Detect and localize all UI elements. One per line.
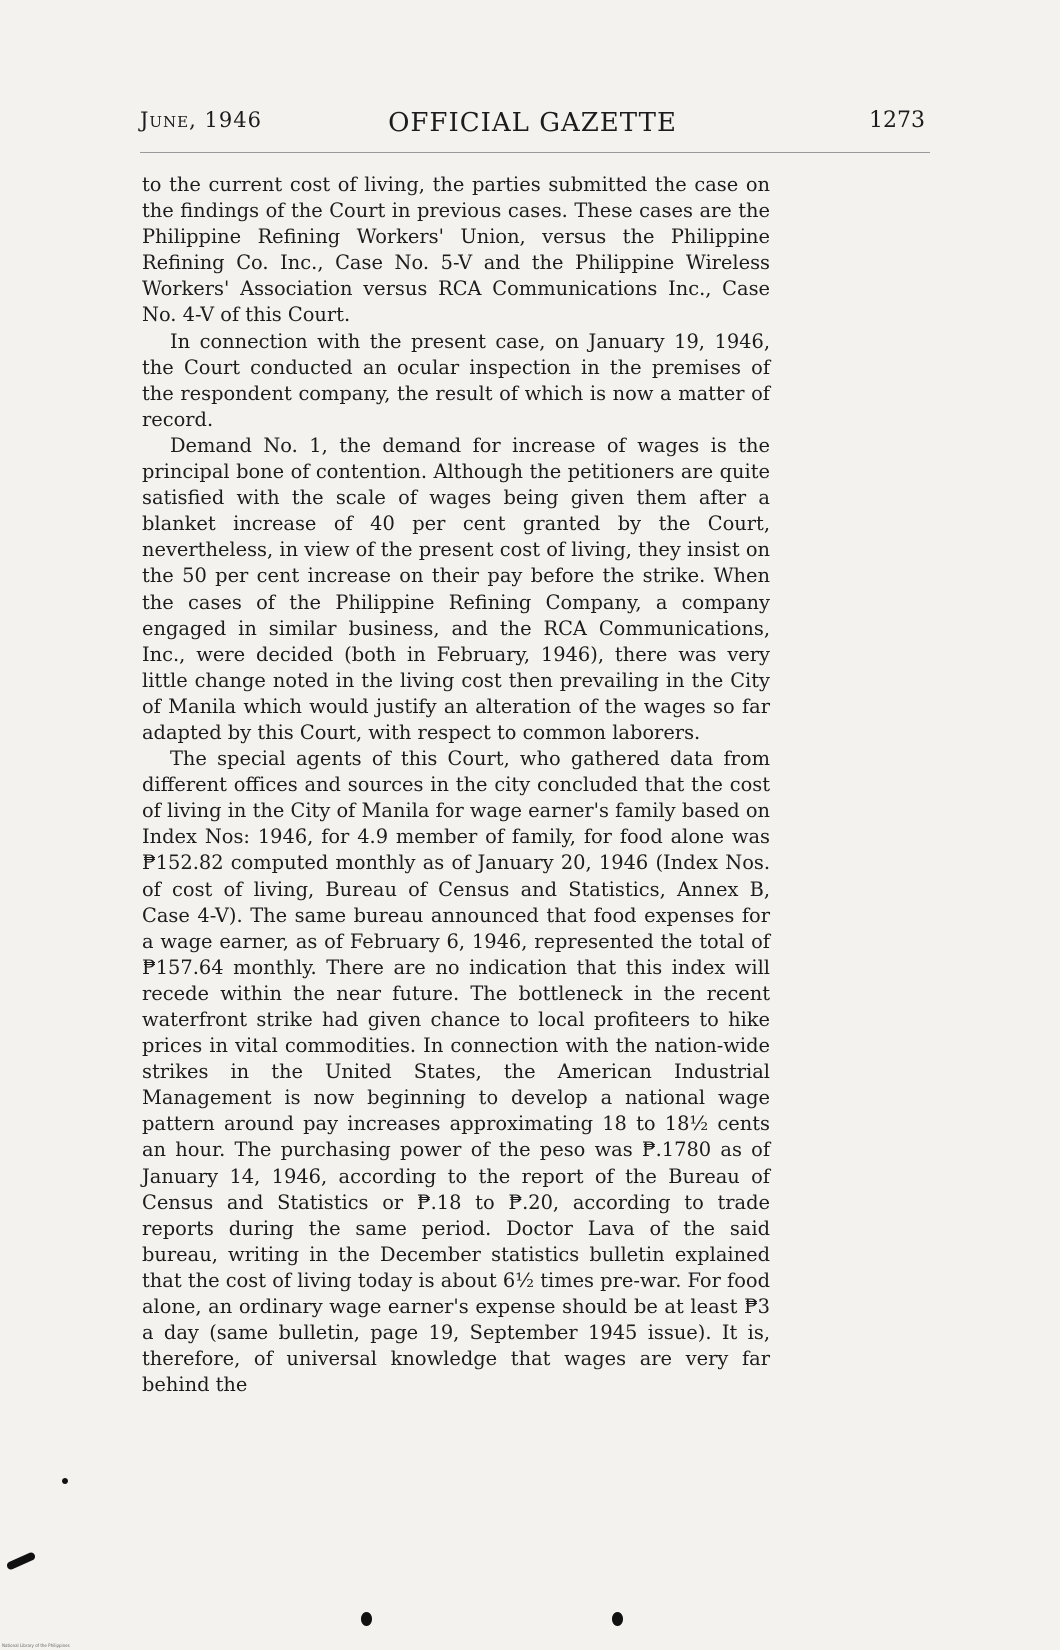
paragraph: The special agents of this Court, who gathered data from different offices and sources in the city concluded that the cost of living in the City of Manila for wage earner's family based on Index Nos: 1946, for 4.9 member of family, for food alone was ₱152.82 computed monthly as of January 20, 1946 (Index Nos. of cost of living, Bureau of Census and Statistics, Annex B, Case 4-V). The same bureau announced that food expenses for a wage earner, as of February 6, 1946, represented the total of ₱157.64 monthly. There are no indication that this index will recede within the near future. The bottleneck in the recent waterfront strike had given chance to local profiteers to hike prices in vital commodities. In connection with the nation-wide strikes in the United States, the American Industrial Management is now beginning to develop a national wage pattern around pay increases approximating 18 to 18½ cents an hour. The purchasing power of the peso was ₱.1780 as of January 14, 1946, according to the report of the Bureau of Census and Statistics or ₱.18 to ₱.20, according to trade reports during the same period. Doctor Lava of the said bureau, writing in the December statistics bulletin explained that the cost of living today is about 6½ times pre-war. For food alone, an ordinary wage earner's expense should be at least ₱3 a day (same bulletin, page 19, September 1945 issue). It is, therefore, of universal knowledge that wages are very far behind the [142, 747, 770, 1397]
header-date: June, 1946 [140, 108, 262, 132]
paragraph: In connection with the present case, on January 19, 1946, the Court conducted an ocular inspection in the premises of the respondent company, the result of which is now a matter of record. [142, 329, 770, 431]
body-text [142, 172, 770, 1398]
paragraph: to the current cost of living, the parties submitted the case on the findings of the Court in previous cases. These cases are the Philippine Refining Workers' Union, versus the Philippine Refining Co. Inc., Case No. 5-V and the Philippine Wireless Workers' Association versus RCA Communications Inc., Case No. 4-V of this Court. [142, 173, 770, 327]
header-page-number: 1273 [869, 108, 925, 133]
archive-footer-note: National Library of the Philippines [2, 1643, 70, 1648]
paragraph: Demand No. 1, the demand for increase of wages is the principal bone of contention. Although the petitioners are quite satisfied with the scale of wages being given them after a blanket increase of 40 per cent granted by the Court, nevertheless, in view of the present cost of living, they insist on the 50 per cent increase on their pay before the strike. When the cases of the Philippine Refining Company, a company engaged in similar business, and the RCA Communications, Inc., were decided (both in February, 1946), there was very little change noted in the living cost then prevailing in the City of Manila which would justify an alteration of the wages so far adapted by this Court, with respect to common laborers. [142, 433, 770, 744]
page-header [140, 108, 925, 148]
header-title: OFFICIAL GAZETTE [388, 108, 677, 138]
binding-hole [612, 1612, 623, 1626]
header-rule [140, 152, 930, 153]
ink-spot [62, 1478, 68, 1484]
binding-hole [361, 1612, 372, 1626]
ink-stroke [6, 1551, 37, 1571]
